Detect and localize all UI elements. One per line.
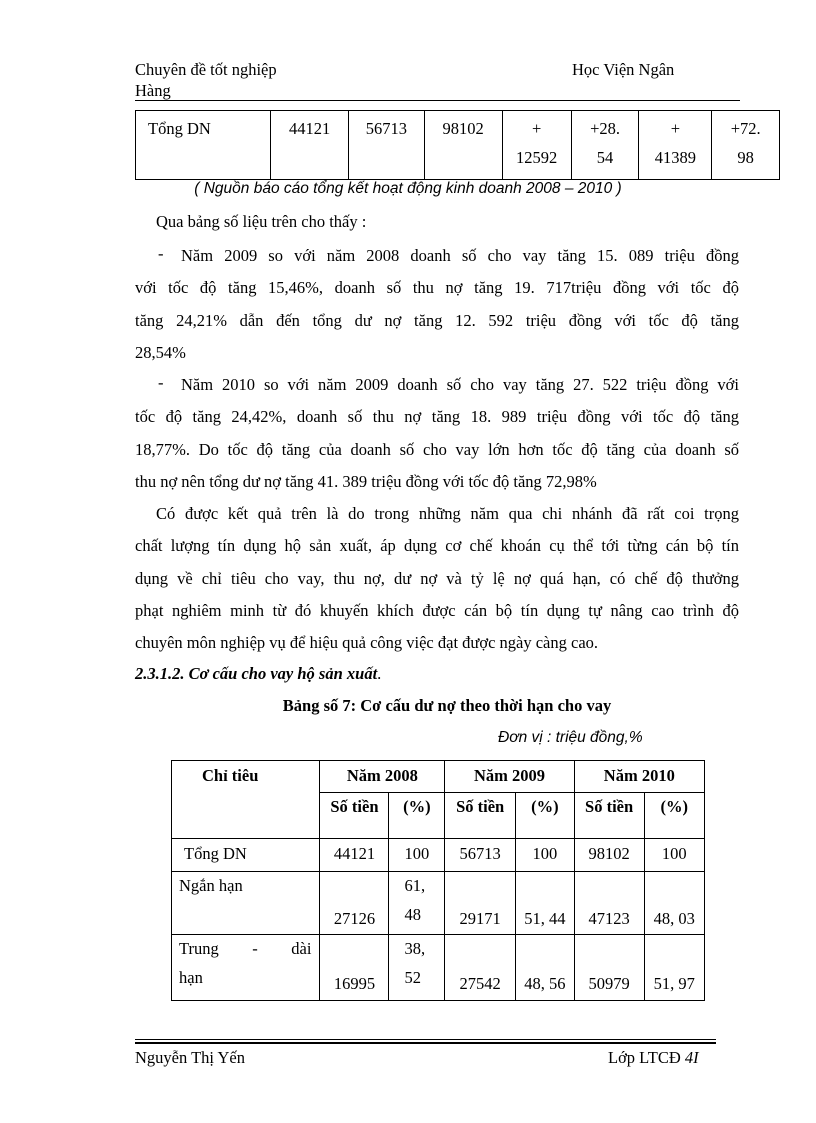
section-heading-period: . — [377, 664, 382, 683]
label-part: dài — [291, 939, 312, 958]
source-note: ( Nguồn báo cáo tổng kết hoạt động kinh doanh 2008 – 2010 ) — [194, 180, 622, 197]
value-2009: 56713 — [349, 111, 425, 180]
value-2008: 44121 — [271, 111, 349, 180]
bullet1-paragraph — [135, 240, 739, 369]
cell: 61, 48 — [389, 872, 445, 935]
cell: 56713 — [445, 839, 516, 872]
row-label — [172, 935, 320, 1001]
col-indicator-header: Chỉ tiêu — [172, 761, 320, 839]
section-heading — [135, 664, 381, 684]
table-title: Bảng số 7: Cơ cấu dư nợ theo thời hạn cho vay — [282, 696, 612, 715]
pct-2008-header: (%) — [389, 793, 445, 839]
bullet1-line: với tốc độ tăng 15,46%, doanh số thu nợ tăng 19. 717triệu đồng với tốc độ — [135, 278, 739, 298]
diff-2010-2009: + 41389 — [639, 111, 712, 180]
pct-2010-header: (%) — [644, 793, 704, 839]
header-right: Học Viện Ngân — [572, 60, 675, 79]
table-7 — [171, 760, 705, 1001]
bullet2-dash: - — [158, 373, 164, 392]
cell: 44121 — [320, 839, 389, 872]
row-label: Tổng DN — [172, 839, 320, 872]
table-row — [172, 935, 705, 1001]
bullet1-dash: - — [158, 244, 164, 263]
col-2008-header: Năm 2008 — [320, 761, 445, 793]
amount-2008-header: Số tiền — [320, 793, 389, 839]
cell: 100 — [389, 839, 445, 872]
paragraph-line: dụng về chỉ tiêu cho vay, thu nợ, dư nợ và tỷ lệ nợ quá hạn, có chế độ thưởng — [135, 568, 739, 588]
header-left: Chuyên đề tốt nghiệp — [135, 60, 277, 79]
cell: 51, 97 — [644, 935, 704, 1001]
bullet2-line: Năm 2010 so với năm 2009 doanh số cho vay tăng 27. 522 triệu đồng với — [181, 375, 739, 394]
cell: 51, 44 — [516, 872, 575, 935]
row-label: Ngắn hạn — [172, 872, 320, 935]
cell: 98102 — [574, 839, 644, 872]
label-part: hạn — [179, 968, 203, 987]
diff-2009-2008: + 12592 — [502, 111, 571, 180]
cell: 48, 03 — [644, 872, 704, 935]
footer-class: Lớp LTCĐ 4I — [608, 1048, 699, 1067]
header-left-continued: Hàng — [135, 81, 171, 100]
label-part: Trung — [179, 939, 219, 958]
bullet2-paragraph — [135, 369, 739, 498]
table-row — [172, 872, 705, 935]
table-header-row — [172, 761, 705, 793]
cell: 100 — [516, 839, 575, 872]
pct-2009-2008: +28. 54 — [571, 111, 639, 180]
footer-author: Nguyễn Thị Yến — [135, 1048, 245, 1067]
cell: 50979 — [574, 935, 644, 1001]
header-rule — [135, 100, 740, 101]
bullet1-line: 28,54% — [135, 342, 186, 362]
bullet2-line: 18,77%. Do tốc độ tăng của doanh số cho vay lớn hơn tốc độ tăng của doanh số — [135, 439, 739, 459]
cell: 38, 52 — [389, 935, 445, 1001]
table-row — [172, 839, 705, 872]
cell: 100 — [644, 839, 704, 872]
paragraph-line: chuyên môn nghiệp vụ để hiệu quả công việc đạt được ngày càng cao. — [135, 633, 599, 653]
paragraph-3 — [135, 498, 739, 659]
cell: 29171 — [445, 872, 516, 935]
intro-text: Qua bảng số liệu trên cho thấy : — [156, 212, 367, 231]
amount-2010-header: Số tiền — [574, 793, 644, 839]
paragraph-line: Có được kết quả trên là do trong những năm qua chi nhánh đã rất coi trọng — [156, 504, 739, 523]
footer-rule-bottom — [135, 1042, 716, 1044]
bullet1-line: tăng 24,21% dẫn đến tổng dư nợ tăng 12. 592 triệu đồng với tốc độ tăng — [135, 310, 739, 330]
cell: 16995 — [320, 935, 389, 1001]
footer-rule-top — [135, 1039, 716, 1040]
cell: 27542 — [445, 935, 516, 1001]
table-row — [136, 111, 780, 180]
row-label: Tổng DN — [136, 111, 271, 180]
paragraph-line: chất lượng tín dụng hộ sản xuất, áp dụng cơ chế khoán cụ thể tới từng cán bộ tín — [135, 536, 739, 556]
paragraph-line: phạt nghiêm minh từ đó khuyến khích được cán bộ tín dụng tự nâng cao trình độ — [135, 600, 739, 620]
value-2010: 98102 — [424, 111, 502, 180]
col-2009-header: Năm 2009 — [445, 761, 574, 793]
pct-2009-header: (%) — [516, 793, 575, 839]
amount-2009-header: Số tiền — [445, 793, 516, 839]
cell: 27126 — [320, 872, 389, 935]
section-heading-text: 2.3.1.2. Cơ cấu cho vay hộ sản xuất — [135, 664, 378, 683]
cell: 48, 56 — [516, 935, 575, 1001]
cell: 47123 — [574, 872, 644, 935]
unit-note: Đơn vị : triệu đồng,% — [498, 729, 643, 746]
top-summary-table — [135, 110, 780, 180]
bullet2-line: thu nợ nên tổng dư nợ tăng 41. 389 triệu đồng với tốc độ tăng 72,98% — [135, 471, 597, 491]
label-part: - — [252, 939, 258, 958]
col-2010-header: Năm 2010 — [574, 761, 704, 793]
pct-2010-2009: +72. 98 — [712, 111, 780, 180]
bullet1-line: Năm 2009 so với năm 2008 doanh số cho vay tăng 15. 089 triệu đồng — [181, 246, 739, 265]
bullet2-line: tốc độ tăng 24,42%, doanh số thu nợ tăng 18. 989 triệu đồng với tốc độ tăng — [135, 407, 739, 427]
